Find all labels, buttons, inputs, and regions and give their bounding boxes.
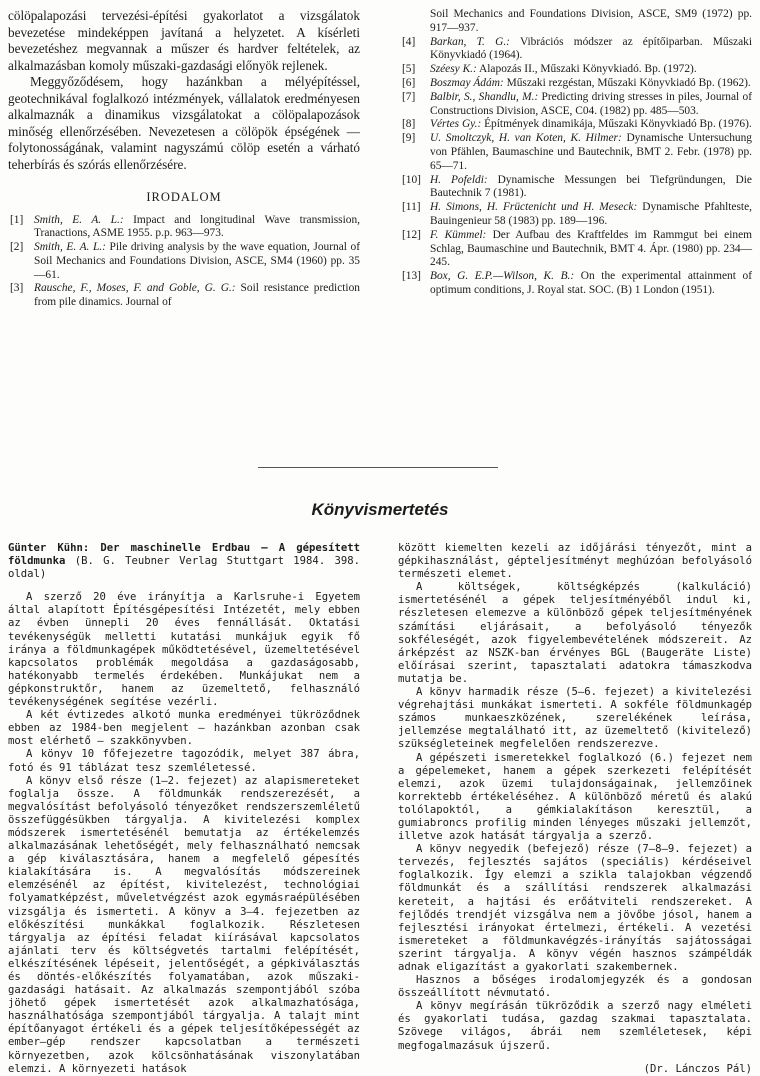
review-paragraph: A könyv negyedik (befejező) része (7—8—9. fejezet) a tervezés, fejlesztés sajátos (speciális) kérdéseivel foglalkozik. Így elemzi a szikla talajokban végzendő földmunkát és a szállítási rendszerek alkalmazási kereteit, a hajtási és erőátviteli rendszereket. A fejlődés trendjét vizsgálva nem a jövőbe jósol, hanem a fejlesztési irányokat értelmezi, értékeli. A vezetési ismereteket a földmunkavégzés-irányítás sajátosságai szerint tárgyalja. A könyv végén hasznos számpéldák adnak eligazítást a gyakorlati szakembernek. — [398, 843, 752, 973]
review-paragraph: A könyv megírásán tükröződik a szerző nagy elméleti és gyakorlati tudása, gazdag szakmai tapasztalata. Szövege világos, ábrái nem szemléletesek, képi megfogalmazásuk újszerű. — [398, 1000, 752, 1052]
reference-item: [10] H. Pofeldi: Dynamische Messungen bei Tiefgründungen, Die Bautechnik 7 (1981). — [402, 173, 752, 200]
review-paragraph: A könyv 10 főfejezetre tagozódik, melyet 387 ábra, fotó és 91 táblázat tesz szemléletessé. — [8, 748, 360, 774]
body-paragraph: cölöpalapozási tervezési-építési gyakorlatot a vizsgálatok bevezetése mindeképpen javítaná a helyzetet. A kísérleti bevezetéshez megvannak a műszer és hardver feltételek, az alkalmazásban komoly műszaki-gazdasági előnyök rejlenek. — [8, 8, 360, 73]
review-book-details: (B. G. Teubner Verlag Stuttgart 1984. 398. oldal) — [8, 555, 360, 581]
reference-item: [11] H. Simons, H. Früctenicht und H. Meseck: Dynamische Pfahlteste, Bauingenieur 58 (1983) pp. 189—196. — [402, 201, 752, 227]
review-left-column — [8, 542, 360, 1076]
reviewer-signature: (Dr. Lánczos Pál) — [643, 1062, 752, 1075]
reference-item: [6] Boszmay Ádám: Műszaki rezgéstan, Műszaki Könyvkiadó Bp. (1962). — [402, 76, 751, 89]
reference-continuation: Soil Mechanics and Foundations Division, ASCE, SM9 (1972) pp. 917—937. — [430, 8, 752, 34]
review-paragraph: A könyv harmadik része (5—6. fejezet) a kivitelezési végrehajtási munkákat ismerteti. A sokféle földmunkagép számos munkaeszközének, szerelékének leírása, jellemzése megtalálható itt, az üzemeltető (kivitelező) szükségleteinek megfelelően rendszerezve. — [398, 686, 752, 751]
review-paragraph: A két évtizedes alkotó munka eredményei tükröződnek ebben az 1984-ben megjelent — hazánkban azonban csak most elérhető — szakkönyvben. — [8, 709, 360, 748]
review-paragraph: között kiemelten kezeli az időjárási tényezőt, mint a gépkihasználást, gépteljesítményt meghúzóan befolyásoló természeti elemet. — [398, 542, 752, 581]
top-right-column — [400, 8, 752, 298]
reference-item: [1] Smith, E. A. L.: Impact and longitudinal Wave transmission, Tranactions, ASME 1955. p.p. 963—973. — [10, 213, 361, 240]
reference-item: [13] Box, G. E.P.—Wilson, K. B.: On the experimental attainment of optimum conditions, J. Royal stat. SOC. (B) 1 London (1951). — [402, 270, 752, 296]
section-title: Könyvismertetés — [311, 500, 449, 519]
reference-item: [7] Balbir, S., Shandlu, M.: Predicting driving stresses in piles, Journal of Constructions Division, ASCE, C04. (1982) pp. 485—503. — [402, 90, 752, 117]
reference-item: [8] Vértes Gy.: Építmények dinamikája, Műszaki Könyvkiadó Bp. (1976). — [402, 118, 752, 131]
review-paragraph: A könyv első része (1—2. fejezet) az alapismereteket foglalja össze. A földmunkák rendszerezését, a megvalósítást befolyásoló tényezőket rendszerszemléletű összefüggésükben tárgyalja. A kivitelezési komplex módszerek ismertetésénél bemutatja az értékelemzés alkalmazásának lehetőségét, mely felhasználható nemcsak a gép kiválasztására, hanem a megfelelő gépesítés kialakítására is. A megvalósítás módszereinek elemzésénél az építést, kivitelezést, technológiai folyamatképzést, műveletvégzést azok egymásraépülésében vizsgálja és ismerteti. A könyv a 3—4. fejezetben az előkészítési munkákkal foglalkozik. Részletesen tárgyalja az építési feladat kiírásával kapcsolatos ajánlati terv és költségvetés tartalmi felépítését, elkészítésének lépéseit, jelentőségét, a gépkiválasztás és döntés-előkészítés folyamatában, azok műszaki-gazdasági hatásait. Az alkalmazás szempontjából szóba jöhető gépek ismertetését azok alkalmazhatósága, használhatósága szempontjából tárgyalja. A talajt mint építőanyagot értékeli és a gépek teljesítőképességét az ember—gép rendszer kapcsolatban a természeti környezetben, azok kölcsönhatásának viszonylatában elemzi. A környezeti hatások — [8, 774, 360, 1075]
body-paragraph: Meggyőződésem, hogy hazánkban a mélyépítéssel, geotechnikával foglalkozó intézmények, vállalatok eredményesen alkalmaznák a dinamikus vizsgálatokat a cölöpalapozások minőség ellenőrzésében. Nevezetesen a cölöpök épségének — folytonosságának, valamint nagyszámú cölöp esetén a várható teherbírás és szórás ellenőrzésére. — [8, 74, 360, 172]
review-paragraph: A gépészeti ismeretekkel foglalkozó (6.) fejezet nem a gépelemeket, hanem a gépek szerkezeti felépítését elemzi, azok üzemi tulajdonságainak, jellemzőinek korrektebb értékeléséhez. A különböző méretű és alakú tolólapoktól, a gémkialakításon keresztül, a gumiabroncs profilig minden lényeges műszaki jellemzőt, illetve azok hatását tárgyalja a szerző. — [398, 751, 752, 843]
reference-item: [3] Rausche, F., Moses, F. and Goble, G. G.: Soil resistance prediction from pile dinamics. Journal of — [10, 282, 360, 309]
references-heading: IRODALOM — [146, 190, 222, 204]
reference-item: [4] Barkan, T. G.: Vibrációs módszer az építőiparban. Műszaki Könyvkiadó (1964). — [402, 35, 753, 62]
review-paragraph: A szerző 20 éve irányítja a Karlsruhe-i Egyetem által alapított Építésgépesítési Intézetét, mely ebben az évben ünnepli 20 éves fennállását. Oktatási tevékenységük melletti kutatási munkájuk egyik fő iránya a földmunkagépek működtetésével, üzemeltetésével kapcsolatos problémák megoldása a gazdaságosabb, hatékonyabb termelés érdekében. Munkájukat nem a gépkonstruktőr, hanem az üzemeltető, felhasználó tevékenységének segítése vezérli. — [8, 591, 360, 709]
review-right-column — [398, 542, 752, 1076]
reference-item: [12] F. Kümmel: Der Aufbau des Kraftfeldes im Rammgut bei einem Schlag, Baumaschine und Bautechnik, BMT 4. Ápr. (1980) pp. 234—245. — [402, 228, 752, 269]
review-heading — [8, 542, 360, 581]
review-paragraph: Hasznos a bőséges irodalomjegyzék és a gondosan összeállított névmutató. — [398, 974, 752, 1000]
top-left-column — [8, 8, 360, 310]
reference-item: [5] Széesy K.: Alapozás II., Műszaki Könyvkiadó. Bp. (1972). — [402, 63, 697, 76]
review-paragraph: A költségek, költségképzés (kalkuláció) ismertetésénél a gépek teljesítményéből indul ki, részletesen elemezve a különböző gépek teljesítményének számítási eljárásait, a befolyásoló tényezők sokféleségét, azok figyelembevételének módszereit. Az árképzést az NSZK-ban érvényes BGL (Baugeräte Liste) előírásai szerint, tapasztalati adatokra támaszkodva mutatja be. — [398, 581, 752, 685]
reference-item: [9] U. Smoltczyk, H. van Koten, K. Hilmer: Dynamische Untersuchung von Pfählen, Baumaschine und Bautechnik, BMT 2. Febr. (1978) pp. 65—71. — [402, 132, 752, 172]
review-book-title: Günter Kühn: Der maschinelle Erdbau — A gépesített földmunka — [8, 542, 360, 568]
section-divider — [258, 467, 498, 468]
reference-item: [2] Smith, E. A. L.: Pile driving analysis by the wave equation, Journal of Soil Mechanics and Foundations Division, ASCE, SM4 (1960) pp. 35—61. — [10, 241, 361, 281]
